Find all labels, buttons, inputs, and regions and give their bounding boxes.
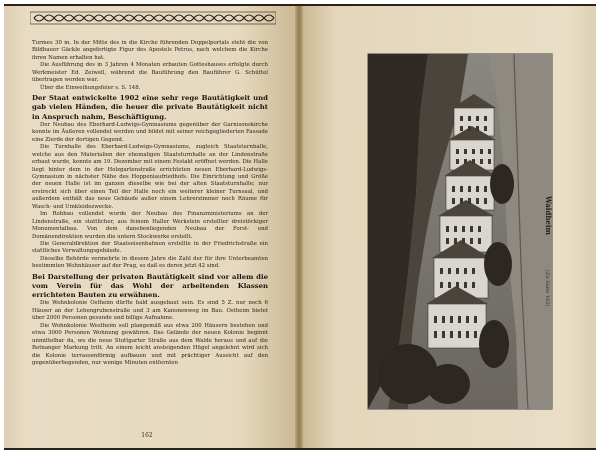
ornament-header — [30, 10, 276, 26]
section-heading: Der Staat entwickelte 1902 eine sehr rege Bautätigkeit und gab vielen Händen, die heuer die private Bautätigkeit nicht in Anspruch nahm, Beschäftigung. — [32, 94, 268, 121]
paragraph: Die Ausführung des in 3 Jahren 4 Monaten erbauten Gotteshauses erfolgte durch Werkmeister Ed. Zeiwell, während die Bauführung den Bauführer G. Schüttel übertragen worden war. — [32, 62, 268, 84]
paragraph: Über die Einweihungsfeier s. S. 148. — [40, 84, 141, 91]
caption-note: (Zu Seite 162) — [544, 270, 550, 307]
caption-title: Waldheim — [544, 196, 553, 235]
book-gutter — [295, 6, 303, 448]
paragraph: Die Wohnkolonie Westheim soll plangemäß aus etwa 200 Häusern bestehen und etwa 3000 Personen Wohnung gewähren. Das Gelände der neuen Kolonie beginnt unmittelbar da, wo die neue Stuttgarter Straße aus dem Walde heraus und auf die Botnanger Markung tritt. An einem leicht ansteigenden Hügel angelehnt wird sich die Kolonie terrassenförmig aufbauen und mit prächtiger Aussicht auf den gegenüberliegenden, nur wenige Minuten entfernten — [32, 322, 268, 367]
left-page-text — [32, 40, 268, 368]
paragraph: Im Rohbau vollendet wurde der Neubau des Finanzministeriums an der Lindenstraße, ein stattlicher, aus feinem Haller Werkstein erstellter dreistöckiger Monumentalbau. Von dem danebenliegenden Neubau der Forst- und Domänendirektion wurden die untern Stockwerke erstellt. — [32, 211, 268, 240]
page-number: 162 — [141, 432, 153, 439]
paragraph: Die Wohnkolonie Ostheim dürfte bald ausgebaut sein. Es sind 5 Z. nur noch 6 Häuser an der Lehengrubenstraße und 3 am Kanonenweg im Bau. Ostheim bietet über 2000 Personen gesunde und billige Aufnahme. — [32, 300, 268, 322]
section-heading: Bei Darstellung der privaten Bautätigkeit sind vor allem die vom Verein für das Wohl der arbeitenden Klassen errichteten Bauten zu erwähnen. — [32, 272, 268, 300]
paragraph: Die Generaldirektion der Staatseisenbahnen erstellte in der Friedrichstraße ein stattliches Verwaltungsgebäude. — [32, 241, 268, 255]
paragraph: Der Neubau des Eberhard-Ludwigs-Gymnasiums gegenüber der Garnisonskirche konnte im Äußeren vollendet werden und bildet mit seiner reichgegliederten Fassade eine Zierde der dortigen Gegend. — [32, 121, 268, 143]
photo-image — [368, 54, 552, 409]
paragraph: Dieselbe Behörde vermehrte in diesem Jahre die Zahl der für ihre Unterbeamten bestimmten Wohnhäuser auf der Prag, so daß es deren jetzt 42 sind. — [32, 255, 268, 270]
paragraph: Turmes 30 m. In der Mitte des in die Kirche führenden Doppelportals steht die von Bildhauer Gäckle angefertigte Figur des Apostels Petrus, nach welchem die Kirche ihren Namen erhalten hat. — [32, 40, 268, 61]
photo-caption — [542, 196, 561, 316]
photo-waldheim — [368, 54, 552, 409]
paragraph: Die Turnhalle des Eberhard-Ludwigs-Gymnasiums, zugleich Staatsturnhalle, welche aus den Materialien der ehemaligen Staatsturnhalle an der Lindenstraße erbaut wurde, konnte am 19. Dezember mit einem Festakt eröffnet werden. Die Halle liegt hinter dem in der Holzgartenstraße errichteten neuen Eberhard-Ludwigs-Gymnasium in nächster Nähe des Hoppenlaufriedhofs. Die Einrichtung und Größe der neuen Halle ist im ganzen dieselbe wie bei der alten Staatsturnhalle; nur erstreckt sich über einen Teil der Halle noch ein weiterer kleiner Turnsaal, und außerdem enthält das neue Gebäude außer einem Lehrerzimmer noch Räume für Wasch- und Umkleidezwecke. — [32, 144, 268, 210]
